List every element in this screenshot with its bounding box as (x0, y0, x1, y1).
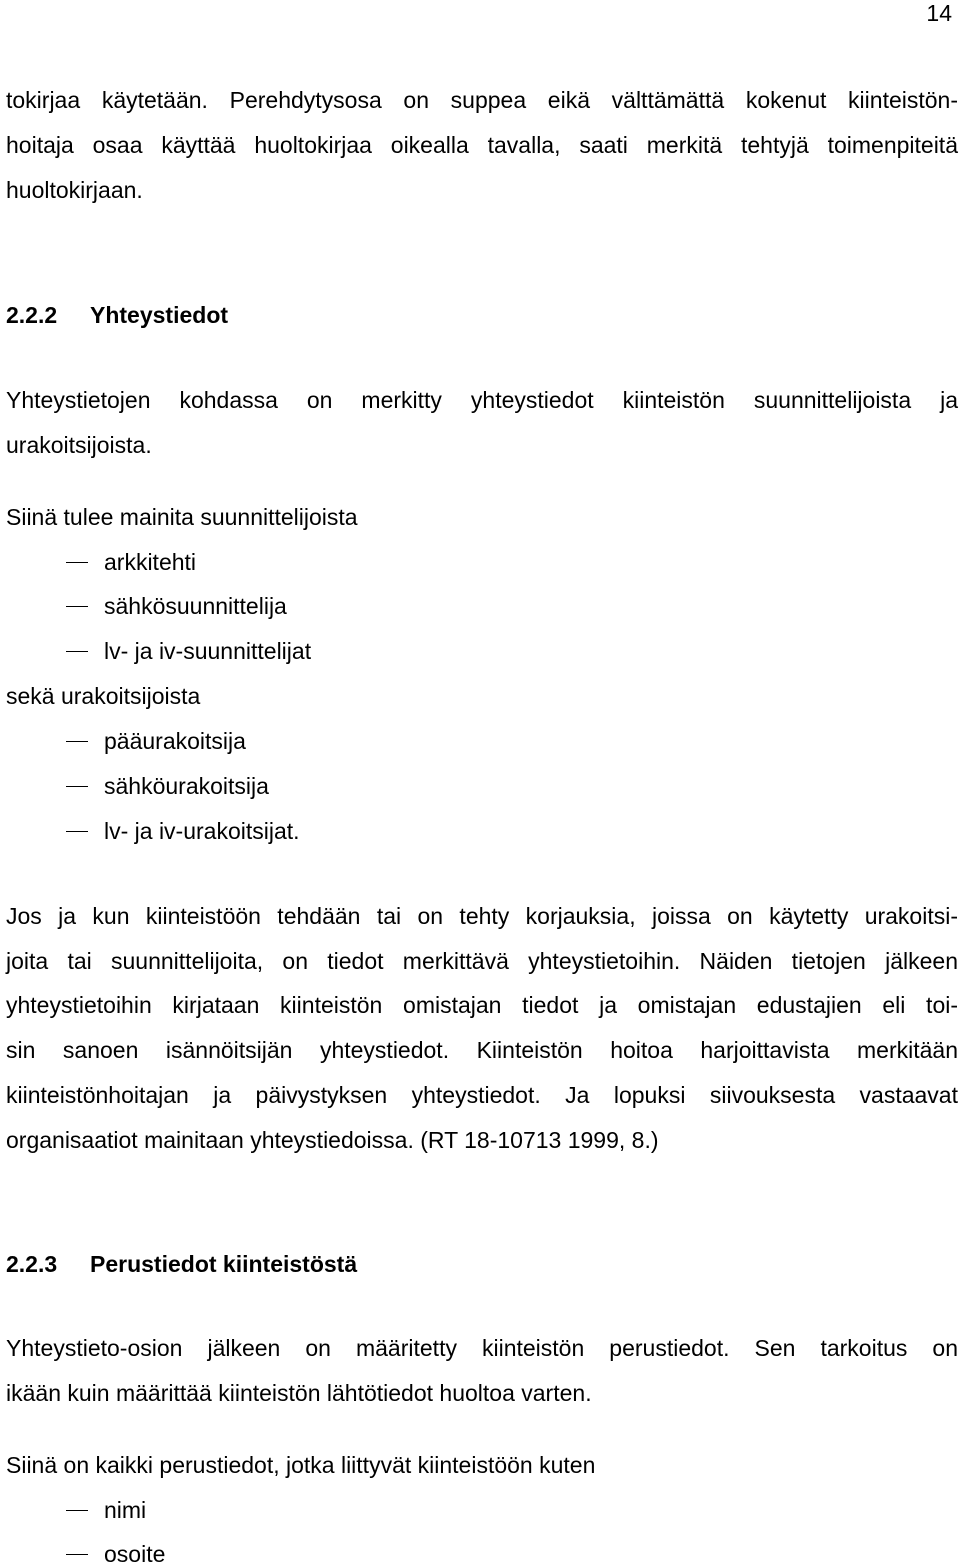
paragraph-line: organisaatiot mainitaan yhteystiedoissa. (RT 18-10713 1999, 8.) (6, 1127, 659, 1153)
list-item (66, 727, 246, 755)
paragraph-line: urakoitsijoista. (6, 432, 152, 458)
dash-bullet-icon (66, 1510, 88, 1511)
dash-bullet-icon (66, 786, 88, 787)
paragraph-line: tokirjaa käytetään. Perehdytysosa on suppea eikä välttämättä kokenut kiinteistön- (6, 87, 958, 113)
dash-bullet-icon (66, 606, 88, 607)
list-item-label: osoite (104, 1541, 166, 1567)
section-heading-223 (6, 1250, 357, 1278)
list-item-label: lv- ja iv-suunnittelijat (104, 638, 312, 664)
list-item (66, 772, 269, 800)
paragraph-line: sin sanoen isännöitsijän yhteystiedot. Kiinteistön hoitoa harjoittavista merkitään (6, 1037, 958, 1063)
paragraph-line: ikään kuin määrittää kiinteistön lähtötiedot huoltoa varten. (6, 1380, 592, 1406)
section-title: Yhteystiedot (90, 302, 229, 328)
list-intro: Siinä tulee mainita suunnittelijoista (6, 504, 358, 530)
list-item-label: arkkitehti (104, 549, 197, 575)
dash-bullet-icon (66, 562, 88, 563)
list-item-label: pääurakoitsija (104, 728, 246, 754)
list-item (66, 637, 311, 665)
paragraph-line: hoitaja osaa käyttää huoltokirjaa oikealla tavalla, saati merkitä tehtyjä toimenpiteitä (6, 132, 958, 158)
list-item (66, 817, 300, 845)
section-number: 2.2.3 (6, 1251, 58, 1277)
list-item (66, 592, 287, 620)
list-item-label: sähköurakoitsija (104, 773, 269, 799)
paragraph-line: Yhteystieto-osion jälkeen on määritetty kiinteistön perustiedot. Sen tarkoitus on (6, 1335, 958, 1361)
section-heading-222 (6, 301, 228, 329)
list-intro: sekä urakoitsijoista (6, 683, 201, 709)
dash-bullet-icon (66, 651, 88, 652)
section-title: Perustiedot kiinteistöstä (90, 1251, 358, 1277)
list-intro: Siinä on kaikki perustiedot, jotka liittyvät kiinteistöön kuten (6, 1452, 596, 1478)
page-number: 14 (926, 0, 952, 26)
dash-bullet-icon (66, 741, 88, 742)
paragraph-line: joita tai suunnittelijoita, on tiedot merkittävä yhteystietoihin. Näiden tietojen jälkeen (6, 948, 958, 974)
paragraph-line: Jos ja kun kiinteistöön tehdään tai on tehty korjauksia, joissa on käytetty urakoitsi- (6, 903, 958, 929)
list-item (66, 548, 196, 576)
dash-bullet-icon (66, 1554, 88, 1555)
paragraph-line: Yhteystietojen kohdassa on merkitty yhteystiedot kiinteistön suunnittelijoista ja (6, 387, 958, 413)
paragraph-line: kiinteistönhoitajan ja päivystyksen yhteystiedot. Ja lopuksi siivouksesta vastaavat (6, 1082, 958, 1108)
list-item-label: nimi (104, 1497, 147, 1523)
list-item (66, 1496, 146, 1524)
dash-bullet-icon (66, 831, 88, 832)
list-item (66, 1540, 165, 1568)
section-number: 2.2.2 (6, 302, 58, 328)
paragraph-line: huoltokirjaan. (6, 177, 143, 203)
list-item-label: lv- ja iv-urakoitsijat. (104, 818, 300, 844)
list-item-label: sähkösuunnittelija (104, 593, 287, 619)
paragraph-line: yhteystietoihin kirjataan kiinteistön omistajan tiedot ja omistajan edustajien eli toi- (6, 992, 958, 1018)
